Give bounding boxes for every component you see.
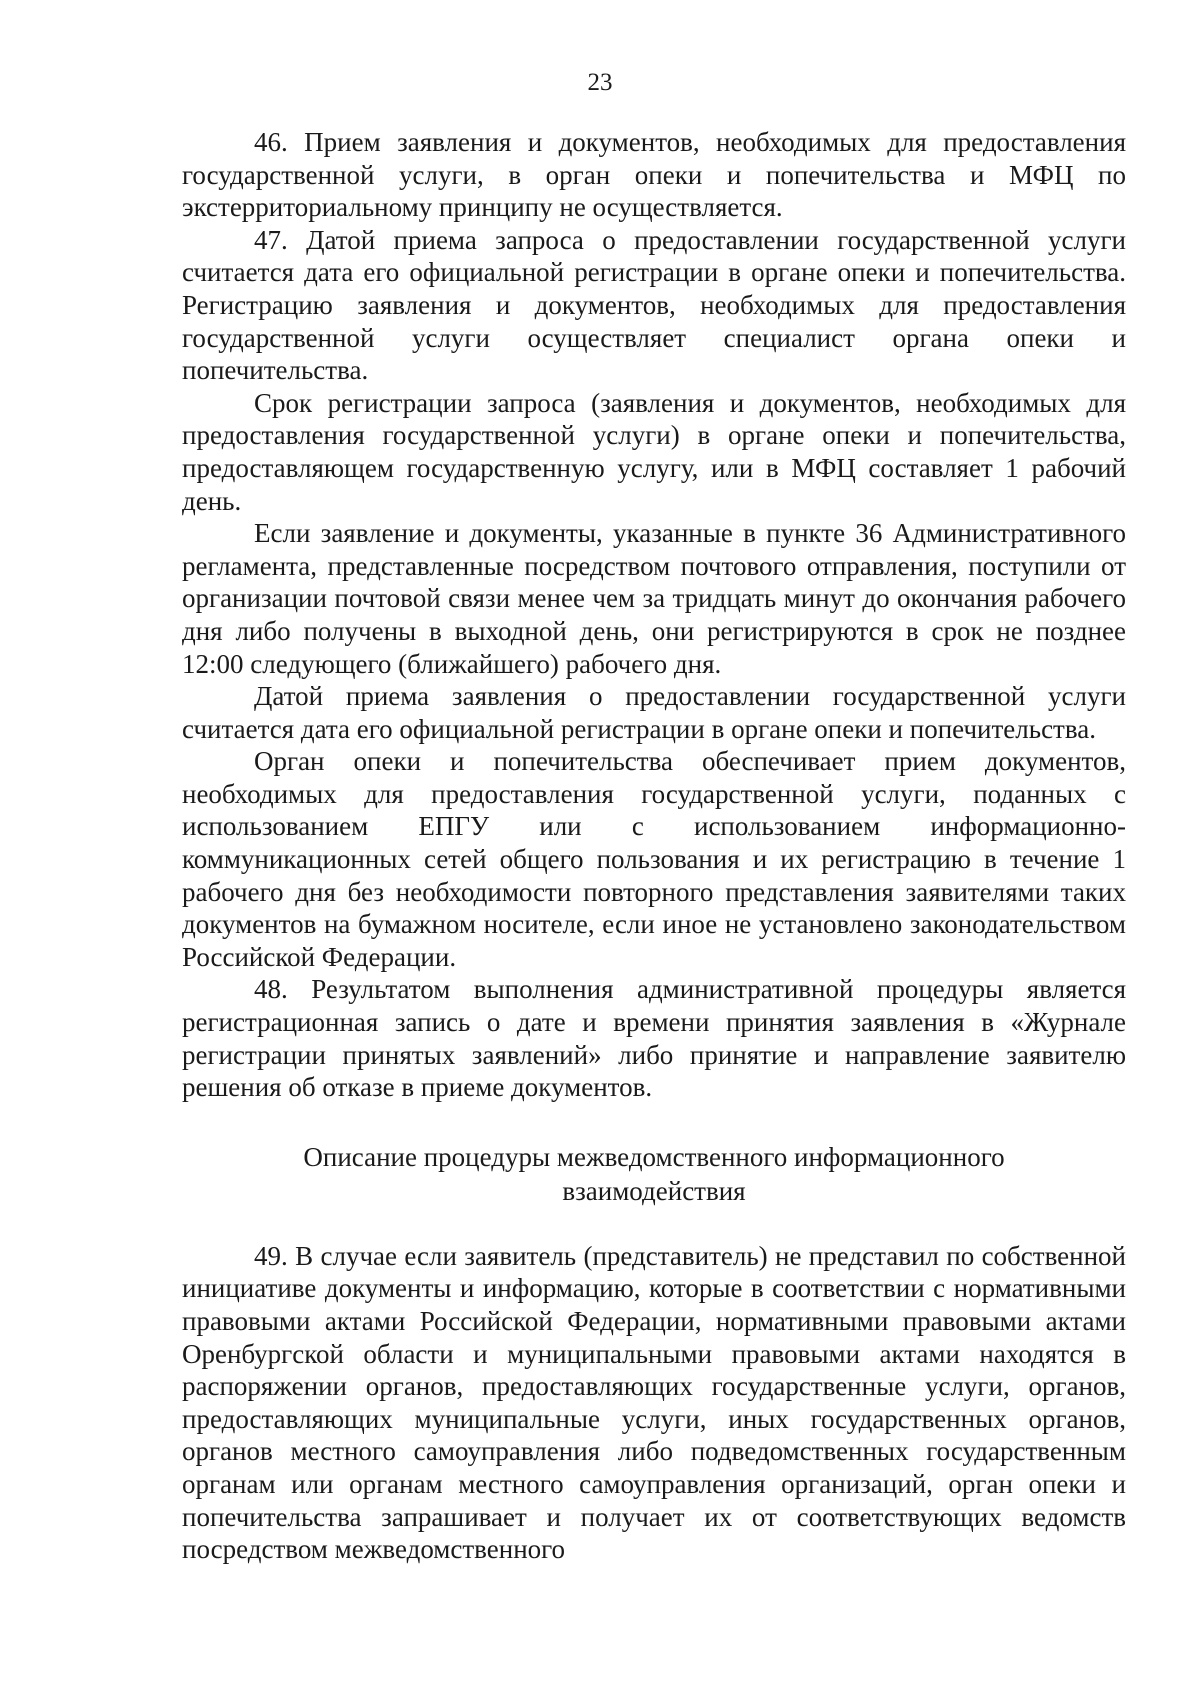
paragraph-48: 48. Результатом выполнения административной процедуры является регистрационная запись о дате и времени принятия заявления в «Журнале регистрации принятых заявлений» либо принятие и направление заявителю решения об отказе в приеме документов. — [182, 974, 1126, 1103]
document-body — [182, 126, 1126, 1566]
paragraph-registration-term: Срок регистрации запроса (заявления и документов, необходимых для предоставления государственной услуги) в органе опеки и попечительства, предоставляющем государственную услугу, или в МФЦ составляет 1 рабочий день. — [182, 387, 1126, 516]
paragraph-49: 49. В случае если заявитель (представитель) не представил по собственной инициативе документы и информацию, которые в соответствии с нормативными правовыми актами Российской Федерации, нормативными правовыми актами Оренбургской области и муниципальными правовыми актами находятся в распоряжении органов, предоставляющих государственные услуги, органов, предоставляющих муниципальные услуги, иных государственных органов, органов местного самоуправления либо подведомственных государственным органам или органам местного самоуправления организаций, орган опеки и попечительства запрашивает и получает их от соответствующих ведомств посредством межведомственного — [182, 1240, 1126, 1565]
section-heading-line-2: взаимодействия — [562, 1175, 746, 1206]
paragraph-electronic-documents: Орган опеки и попечительства обеспечивает прием документов, необходимых для предоставления государственной услуги, поданных с использованием ЕПГУ или с использованием информационно-коммуникационных сетей общего пользования и их регистрацию в течение 1 рабочего дня без необходимости повторного представления заявителями таких документов на бумажном носителе, если иное не установлено законодательством Российской Федерации. — [182, 746, 1126, 972]
paragraph-47: 47. Датой приема запроса о предоставлении государственной услуги считается дата его официальной регистрации в органе опеки и попечительства. Регистрацию заявления и документов, необходимых для предоставления государственной услуги осуществляет специалист органа опеки и попечительства. — [182, 224, 1126, 386]
paragraph-postal-submission: Если заявление и документы, указанные в пункте 36 Административного регламента, представленные посредством почтового отправления, поступили от организации почтовой связи менее чем за тридцать минут до окончания рабочего дня либо получены в выходной день, они регистрируются в срок не позднее 12:00 следующего (ближайшего) рабочего дня. — [182, 518, 1126, 679]
section-heading — [182, 1140, 1126, 1208]
section-heading-line-1: Описание процедуры межведомственного информационного — [303, 1141, 1005, 1172]
paragraph-46: 46. Прием заявления и документов, необходимых для предоставления государственной услуги, в орган опеки и попечительства и МФЦ по экстерриториальному принципу не осуществляется. — [182, 127, 1126, 223]
paragraph-acceptance-date: Датой приема заявления о предоставлении государственной услуги считается дата его официальной регистрации в органе опеки и попечительства. — [182, 681, 1126, 744]
page-number: 23 — [587, 69, 613, 96]
